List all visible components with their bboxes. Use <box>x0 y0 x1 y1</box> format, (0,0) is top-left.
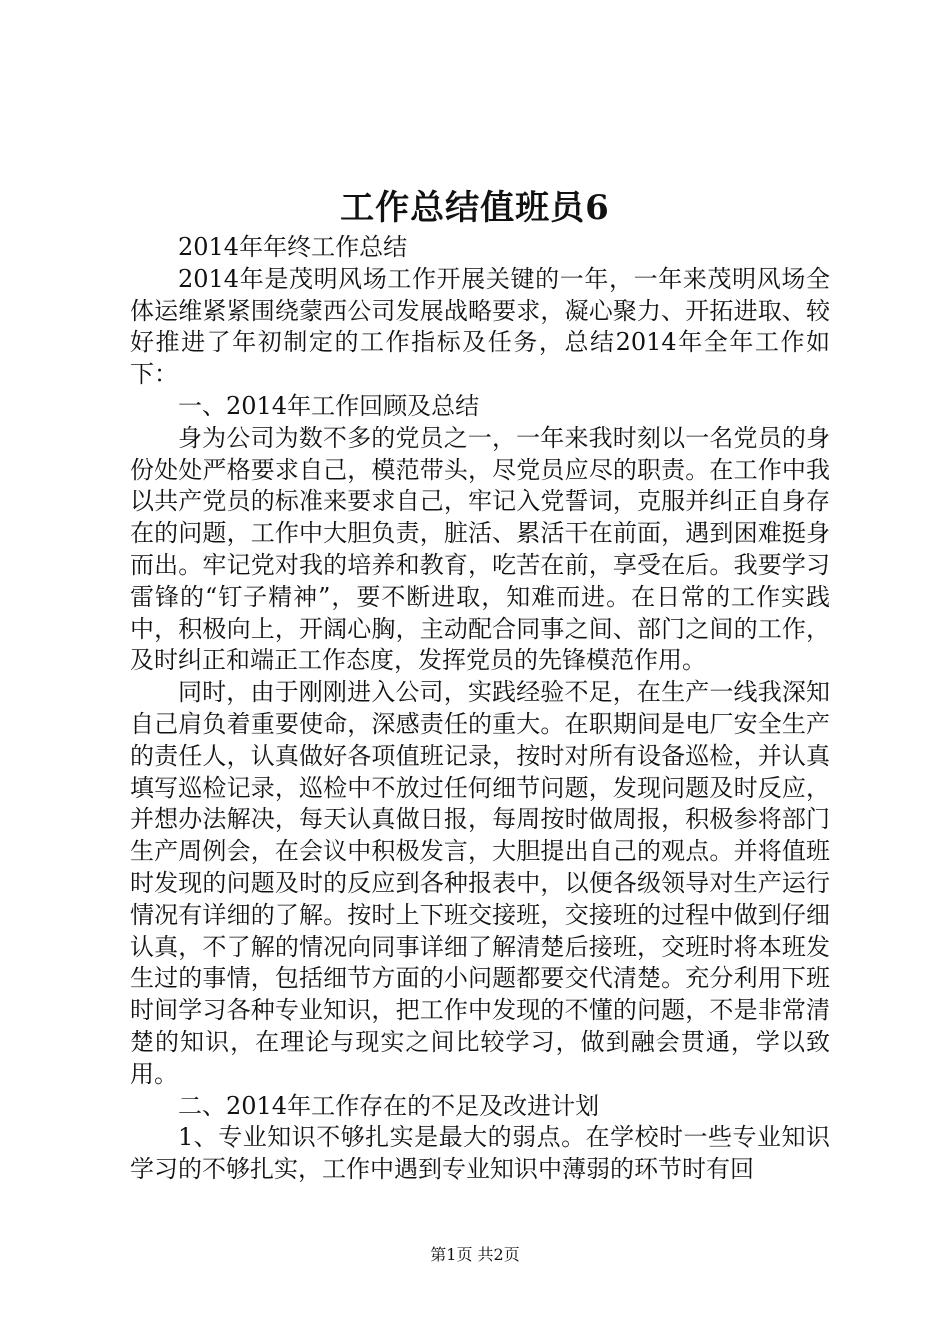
page-number-footer: 第1页 共2页 <box>430 1245 520 1264</box>
paragraph-duties: 同时，由于刚刚进入公司，实践经验不足，在生产一线我深知自己肩负着重要使命，深感责任的重大。在职期间是电厂安全生产的责任人，认真做好各项值班记录，按时对所有设备巡检，并认真填写巡检记录，巡检中不放过任何细节问题，发现问题及时反应，并想办法解决，每天认真做日报，每周按时做周报，积极参将部门生产周例会，在会议中积极发言，大胆提出自己的观点。并将值班时发现的问题及时的反应到各种报表中，以便各级领导对生产运行情况有详细的了解。按时上下班交接班，交接班的过程中做到仔细认真，不了解的情况向同事详细了解清楚后接班，交班时将本班发生过的事情，包括细节方面的小问题都要交代清楚。充分利用下班时间学习各种专业知识，把工作中发现的不懂的问题，不是非常清楚的知识，在理论与现实之间比较学习，做到融会贯通，学以致用。 <box>130 678 830 1088</box>
section-heading-shortcomings: 二、2014年工作存在的不足及改进计划 <box>178 1091 600 1120</box>
paragraph-shortcoming-1: 1、专业知识不够扎实是最大的弱点。在学校时一些专业知识学习的不够扎实，工作中遇到专业知识中薄弱的环节时有回 <box>130 1123 830 1184</box>
paragraph-intro: 2014年是茂明风场工作开展关键的一年，一年来茂明风场全体运维紧紧围绕蒙西公司发展战略要求，凝心聚力、开拓进取、较好推进了年初制定的工作指标及任务，总结2014年全年工作如下： <box>130 264 830 389</box>
paragraph-subtitle: 2014年年终工作总结 <box>178 233 408 261</box>
section-heading-review: 一、2014年工作回顾及总结 <box>178 391 480 420</box>
document-body <box>130 232 830 1186</box>
page-title: 工作总结值班员6 <box>340 188 610 228</box>
paragraph-party-member: 身为公司为数不多的党员之一，一年来我时刻以一名党员的身份处处严格要求自己，模范带头，尽党员应尽的职责。在工作中我以共产党员的标准来要求自己，牢记入党誓词，克服并纠正自身存在的问题，工作中大胆负责，脏活、累活干在前面，遇到困难挺身而出。牢记党对我的培养和教育，吃苦在前，享受在后。我要学习雷锋的“钉子精神”，要不断进取，知难而进。在日常的工作实践中，积极向上，开阔心胸，主动配合同事之间、部门之间的工作，及时纠正和端正工作态度，发挥党员的先锋模范作用。 <box>130 423 830 675</box>
